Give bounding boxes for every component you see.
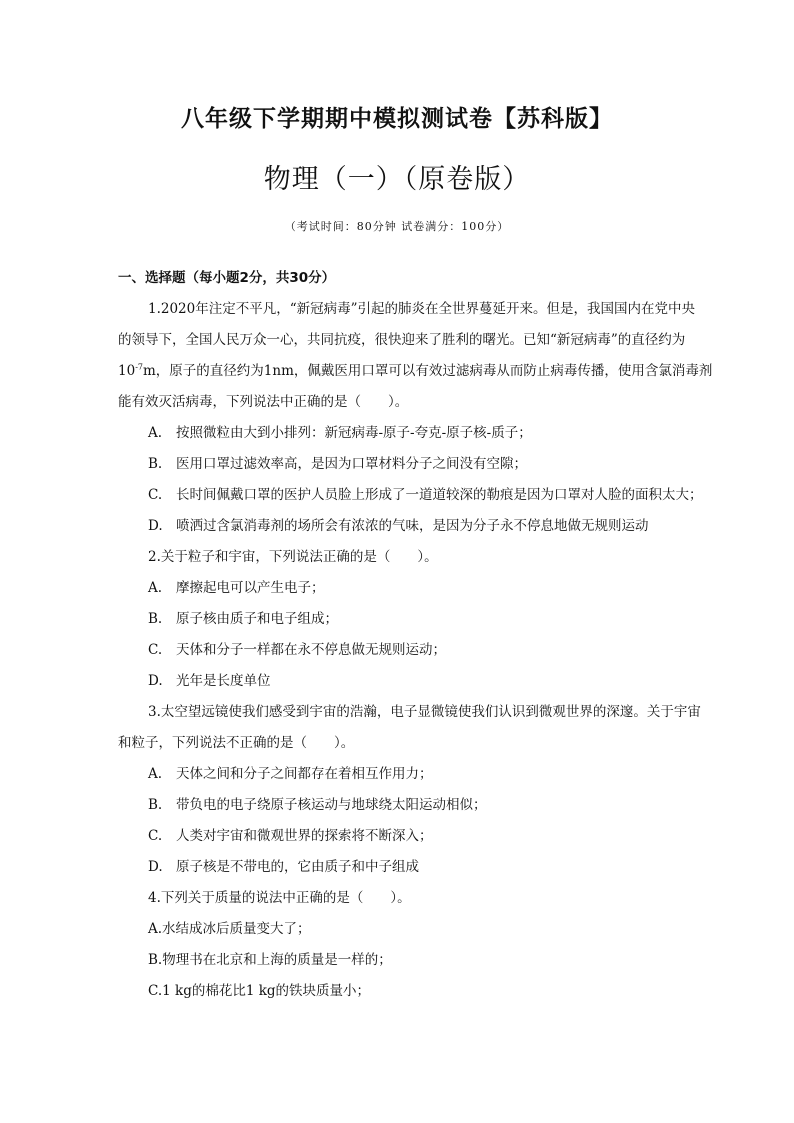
option-text: 摩擦起电可以产生电子； [176, 580, 325, 596]
option-label: C. [148, 828, 163, 844]
option-text: 长时间佩戴口罩的医护人员脸上形成了一道道较深的勒痕是因为口罩对人脸的面积太大； [176, 487, 703, 503]
stem-text: m，原子的直径约为1nm，佩戴医用口罩可以有效过滤病毒从而防止病毒传播，使用含氯消毒剂 [142, 363, 713, 379]
page-subtitle: 物理（一）（原卷版） [263, 164, 531, 195]
question-1-stem-line-2: 的领导下，全国人民万众一心，共同抗疫，很快迎来了胜利的曙光。已知“新冠病毒”的直径约为 [118, 332, 686, 348]
question-1-stem-line-4: 能有效灭活病毒，下列说法中正确的是（ ）。 [118, 394, 409, 410]
question-1-option-c [148, 483, 703, 503]
question-4-option-a: A.水结成冰后质量变大了； [148, 921, 311, 937]
option-label: D. [148, 518, 163, 534]
page-title: 八年级下学期期中模拟测试卷【苏科版】 [181, 106, 613, 132]
question-4-stem: 4.下列关于质量的说法中正确的是（ ）。 [148, 890, 411, 906]
question-1-option-d [148, 514, 649, 534]
question-3-option-c [148, 824, 433, 844]
question-2-option-c [148, 638, 446, 658]
question-4-option-c: C.1 kg的棉花比1 kg的铁块质量小； [148, 983, 371, 999]
diameter-base: 10 [118, 363, 136, 379]
question-2-option-d [148, 669, 271, 689]
question-1-stem-line-3 [118, 359, 712, 379]
option-label: A. [148, 766, 163, 782]
option-label: B. [148, 456, 163, 472]
question-2-option-a [148, 576, 325, 596]
option-text: 天体之间和分子之间都存在着相互作用力； [176, 766, 433, 782]
question-2-option-b [148, 607, 338, 627]
section-heading: 一、选择题（每小题2分，共30分） [118, 270, 336, 286]
option-label: D. [148, 859, 163, 875]
question-1-stem-line-1: 1.2020年注定不平凡，“新冠病毒”引起的肺炎在全世界蔓延开来。但是，我国国内在党中央 [148, 301, 696, 317]
question-1-option-a [148, 421, 532, 441]
option-text: 喷洒过含氯消毒剂的场所会有浓浓的气味，是因为分子永不停息地做无规则运动 [176, 518, 649, 534]
exam-info: （考试时间：80分钟 试卷满分：100分） [284, 220, 510, 233]
question-3-option-b [148, 793, 487, 813]
question-4-option-b: B.物理书在北京和上海的质量是一样的； [148, 952, 392, 968]
option-text: 原子核由质子和电子组成； [176, 611, 338, 627]
option-text: 按照微粒由大到小排列：新冠病毒-原子-夸克-原子核-质子； [176, 425, 532, 441]
question-2-stem: 2.关于粒子和宇宙，下列说法正确的是（ ）。 [148, 549, 438, 565]
option-text: 人类对宇宙和微观世界的探索将不断深入； [176, 828, 433, 844]
option-text: 光年是长度单位 [176, 673, 271, 689]
option-label: A. [148, 425, 163, 441]
option-label: C. [148, 487, 163, 503]
option-label: B. [148, 611, 163, 627]
option-text: 带负电的电子绕原子核运动与地球绕太阳运动相似； [176, 797, 487, 813]
question-3-stem-line-1: 3.太空望远镜使我们感受到宇宙的浩瀚，电子显微镜使我们认识到微观世界的深邃。关于宇宙 [148, 704, 701, 720]
option-label: C. [148, 642, 163, 658]
option-label: B. [148, 797, 163, 813]
option-text: 原子核是不带电的，它由质子和中子组成 [176, 859, 419, 875]
question-3-stem-line-2: 和粒子，下列说法不正确的是（ ）。 [118, 735, 355, 751]
option-text: 医用口罩过滤效率高，是因为口罩材料分子之间没有空隙； [176, 456, 527, 472]
question-3-option-d [148, 855, 419, 875]
question-3-option-a [148, 762, 433, 782]
option-label: A. [148, 580, 163, 596]
question-1-option-b [148, 452, 527, 472]
diameter-exponent: -7 [135, 362, 143, 372]
option-text: 天体和分子一样都在永不停息做无规则运动； [176, 642, 446, 658]
option-label: D. [148, 673, 163, 689]
